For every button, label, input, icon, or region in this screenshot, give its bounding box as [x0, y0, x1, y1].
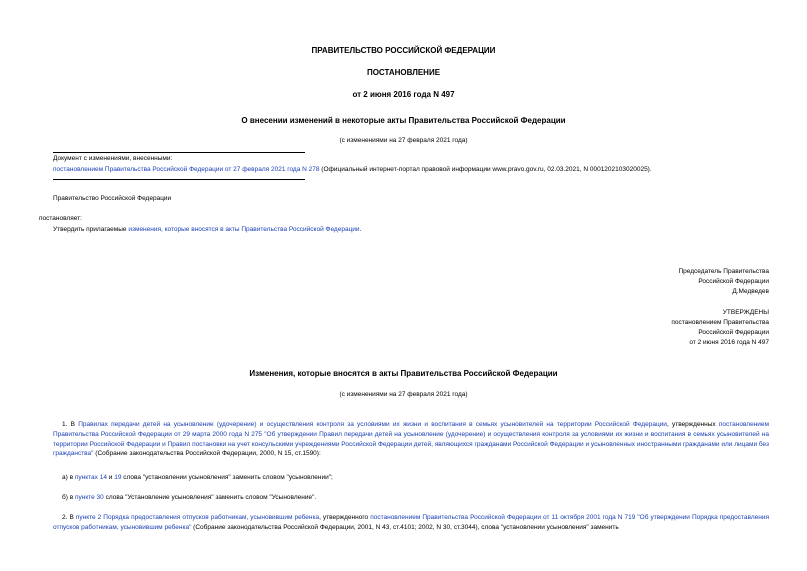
- item-1a-link-19[interactable]: 19: [114, 474, 122, 481]
- item-2-order-link[interactable]: пункте 2 Порядка предоставления отпусков работникам, усыновившим ребенка: [75, 514, 320, 521]
- divider-top: [53, 152, 305, 153]
- changes-link[interactable]: постановлением Правительства Российской Федерации от 27 февраля 2021 года N 278: [53, 166, 320, 173]
- item-1a-prefix: а) в: [62, 474, 75, 481]
- item-1b-link-30[interactable]: пункте 30: [74, 494, 104, 501]
- changes-source: (Официальный интернет-портал правовой информации www.pravo.gov.ru, 02.03.2021, N 0001202103020025).: [319, 166, 652, 173]
- item-1a: [62, 474, 333, 481]
- approved-line3: Российской Федерации: [698, 329, 769, 336]
- changes-line: [53, 166, 652, 173]
- item-1-rules-link[interactable]: Правилах передачи детей на усыновление (удочерение) и осуществления контроля за условиями их жизни и воспитания в семьях усыновителей на территории Российской Федерации: [78, 421, 667, 428]
- government-heading: ПРАВИТЕЛЬСТВО РОССИЙСКОЙ ФЕДЕРАЦИИ: [311, 46, 496, 55]
- changes-title: Изменения, которые вносятся в акты Правительства Российской Федерации: [249, 369, 558, 378]
- approved-line4: от 2 июня 2016 года N 497: [689, 339, 769, 346]
- signature-block: [678, 267, 769, 297]
- amendments-note: (с изменениями на 27 февраля 2021 года): [339, 137, 468, 144]
- decides-text: постановляет:: [39, 215, 82, 222]
- item-1b-prefix: б) в: [62, 494, 75, 501]
- government-rf: Правительство Российской Федерации: [53, 195, 172, 202]
- item-1a-text: слова "установлении усыновления" заменить словом "усыновлении";: [121, 474, 333, 481]
- doc-type-heading: ПОСТАНОВЛЕНИЕ: [366, 68, 441, 77]
- signature-line1: Председатель Правительства: [678, 268, 769, 275]
- divider-bottom: [53, 179, 305, 180]
- page-title: О внесении изменений в некоторые акты Правительства Российской Федерации: [241, 116, 566, 125]
- approve-prefix: Утвердить прилагаемые: [53, 226, 129, 233]
- item-1-source: (Собрание законодательства Российской Федерации, 2000, N 15, ст.1590):: [93, 450, 321, 458]
- item-1-text: , утвержденных: [666, 421, 719, 428]
- date-number-heading: от 2 июня 2016 года N 497: [352, 90, 455, 99]
- item-1-num: 1. В: [62, 421, 79, 428]
- approve-link[interactable]: изменения, которые вносятся в акты Правительства Российской Федерации: [128, 226, 360, 233]
- approved-line2: постановлением Правительства: [671, 319, 769, 326]
- item-1a-link-14[interactable]: пунктах 14: [74, 474, 107, 481]
- approve-suffix: .: [359, 226, 362, 233]
- signature-line3: Д.Медведев: [732, 288, 769, 295]
- item-1a-and: и: [106, 474, 115, 481]
- item-2-source: (Собрание законодательства Российской Федерации, 2001, N 43, ст.4101; 2002, N 30, ст.3044), слова "установлении усыновления" заменить: [191, 523, 619, 531]
- item-2-text: , утвержденного: [319, 514, 371, 521]
- signature-line2: Российской Федерации: [698, 278, 769, 285]
- changes-note: (с изменениями на 27 февраля 2021 года): [339, 391, 468, 398]
- changes-label: Документ с изменениями, внесенными:: [53, 155, 173, 162]
- item-1: [53, 420, 769, 459]
- item-2: [53, 513, 769, 533]
- item-1b-text: слова "Установление усыновления" заменить словом "Усыновление".: [103, 494, 317, 501]
- item-1-decree-link[interactable]: постановлением Правительства Российской Федерации от 29 марта 2000 года N 275 "Об утверждении Правил передачи детей на усыновление (удочерение) и осуществления контроля за условиями их жизни и воспитания в семьях усыновителей на территории Российской Федерации и Правил постановки на учет консульскими учреждениями Российской Федерации детей, являющихся гражданами Российской Федерации и усыновленных иностранными гражданами или лицами без гражданства": [53, 421, 769, 458]
- approve-line: [53, 226, 361, 233]
- item-2-decree-link[interactable]: постановлением Правительства Российской Федерации от 11 октября 2001 года N 719 "Об утверждении Порядка предоставления отпусков работникам, усыновившим ребенка": [53, 514, 769, 531]
- approved-block: [671, 308, 769, 348]
- item-1b: [62, 494, 316, 501]
- item-2-num: 2. В: [62, 514, 76, 521]
- approved-line1: УТВЕРЖДЕНЫ: [722, 309, 769, 316]
